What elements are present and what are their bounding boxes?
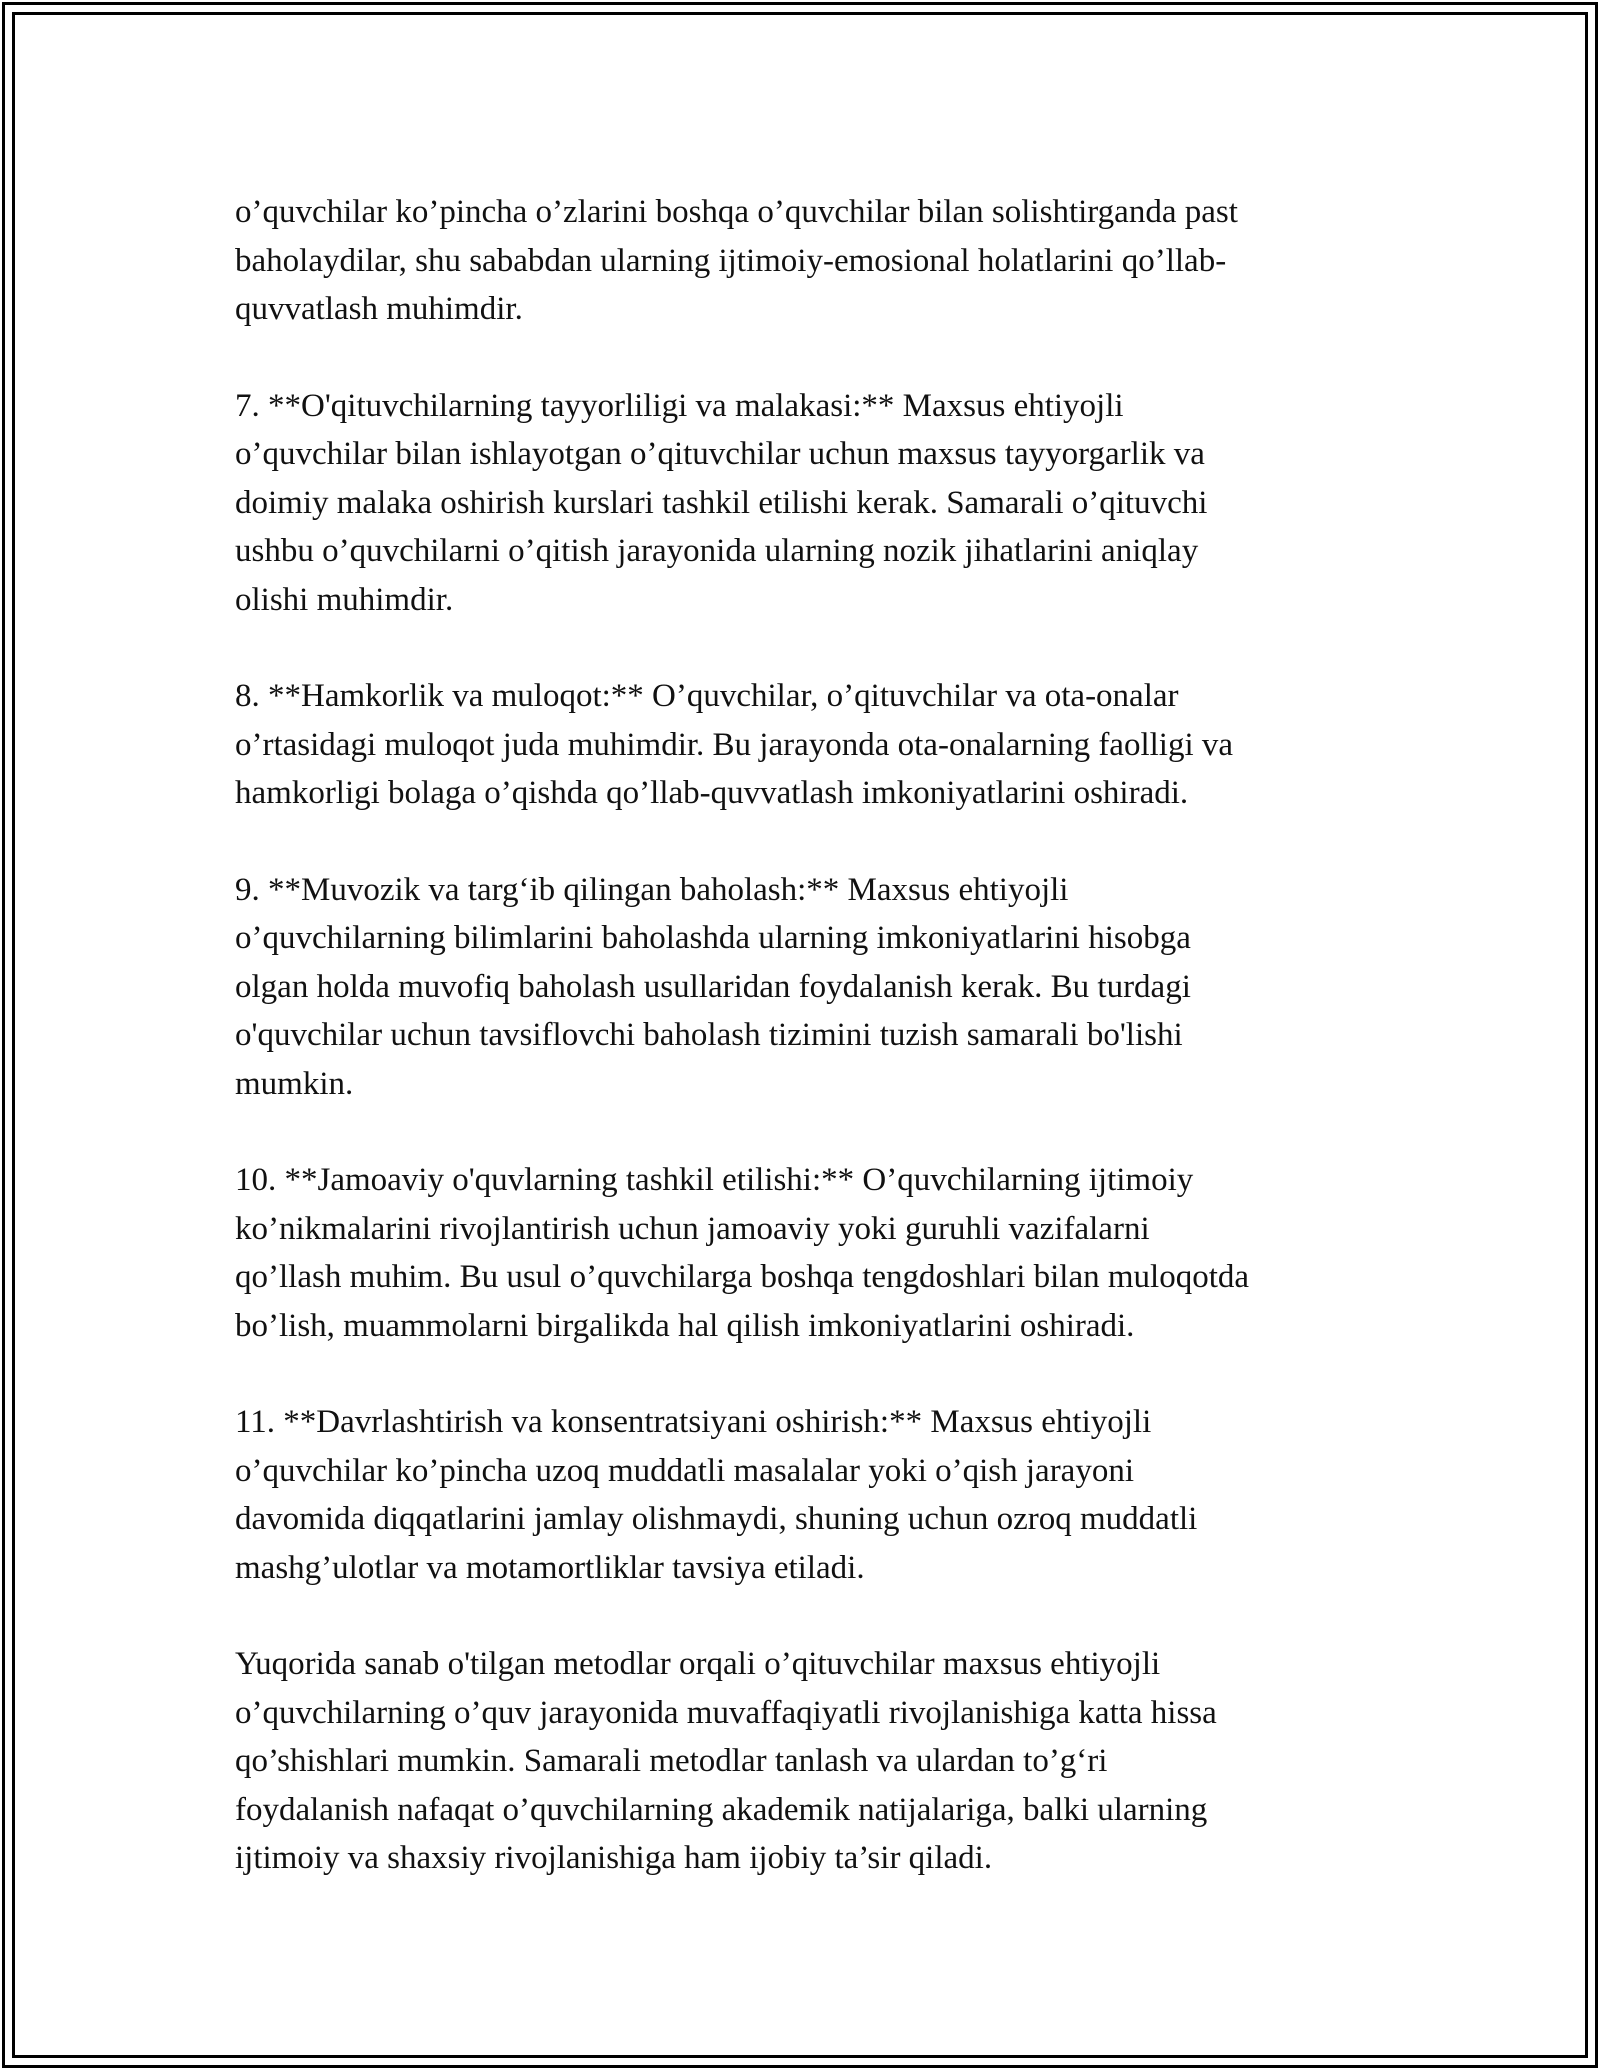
paragraph-intro-continuation: o’quvchilar ko’pincha o’zlarini boshqa o’quvchilar bilan solishtirganda past baholaydilar, shu sababdan ularning ijtimoiy-emosional holatlarini qo’llab- quvvatlash muhimdir. [235,194,1238,327]
paragraph-item-10: 10. **Jamoaviy o'quvlarning tashkil etilishi:** O’quvchilarning ijtimoiy ko’nikmalarini rivojlantirish uchun jamoaviy yoki guruhli vazifalarni qo’llash muhim. Bu usul o’quvchilarga boshqa tengdoshlari bilan muloqotda bo’lish, muammolarni birgalikda hal qilish imkoniyatlarini oshiradi. [235,1162,1250,1344]
paragraph-item-7: 7. **O'qituvchilarning tayyorliligi va malakasi:** Maxsus ehtiyojli o’quvchilar bilan ishlayotgan o’qituvchilar uchun maxsus tayyorgarlik va doimiy malaka oshirish kurslari tashkil etilishi kerak. Samarali o’qituvchi ushbu o’quvchilarni o’qitish jarayonida ularning nozik jihatlarini aniqlay olishi muhimdir. [235,387,1208,618]
paragraph-item-11: 11. **Davrlashtirish va konsentratsiyani oshirish:** Maxsus ehtiyojli o’quvchilar ko’pincha uzoq muddatli masalalar yoki o’qish jarayoni davomida diqqatlarini jamlay olishmaydi, shuning uchun ozroq muddatli mashg’ulotlar va motamortliklar tavsiya etiladi. [235,1404,1198,1586]
paragraph-item-8: 8. **Hamkorlik va muloqot:** O’quvchilar, o’qituvchilar va ota-onalar o’rtasidagi muloqot juda muhimdir. Bu jarayonda ota-onalarning faolligi va hamkorligi bolaga o’qishda qo’llab-quvvatlash imkoniyatlarini oshiradi. [235,678,1234,811]
paragraph-item-9: 9. **Muvozik va targ‘ib qilingan baholash:** Maxsus ehtiyojli o’quvchilarning bilimlarini baholashda ularning imkoniyatlarini hisobga olgan holda muvofiq baholash usullaridan foydalanish kerak. Bu turdagi o'quvchilar uchun tavsiflovchi baholash tizimini tuzish samarali bo'lishi mumkin. [235,871,1191,1102]
document-body [235,188,1385,1883]
paragraph-conclusion: Yuqorida sanab o'tilgan metodlar orqali o’qituvchilar maxsus ehtiyojli o’quvchilarning o’quv jarayonida muvaffaqiyatli rivojlanishiga katta hissa qo’shishlari mumkin. Samarali metodlar tanlash va ulardan to’g‘ri foydalanish nafaqat o’quvchilarning akademik natijalariga, balki ularning ijtimoiy va shaxsiy rivojlanishiga ham ijobiy ta’sir qiladi. [235,1646,1217,1876]
